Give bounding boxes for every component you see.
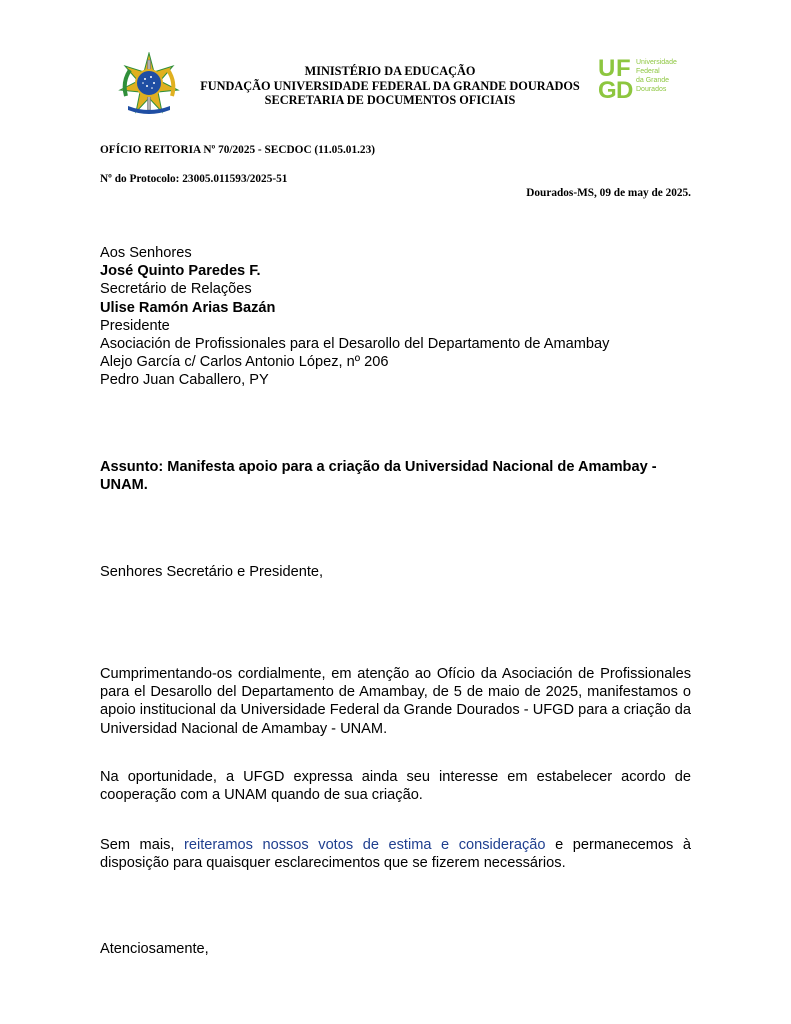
recipient-address: Alejo García c/ Carlos Antonio López, nº 206 xyxy=(100,354,389,371)
ufgd-logo-letters-f: F xyxy=(616,55,631,82)
ufgd-logo-letters-g: G xyxy=(598,77,617,100)
ufgd-logo-letters-d: D xyxy=(616,77,634,100)
brazil-coat-of-arms-icon xyxy=(116,52,182,118)
recipient-city: Pedro Juan Caballero, PY xyxy=(100,372,269,389)
institution-header xyxy=(190,64,590,108)
recipient-role-2: Presidente xyxy=(100,317,170,334)
ufgd-logo xyxy=(598,54,698,100)
ufgd-logo-sub-1: Universidade xyxy=(636,59,677,66)
paragraph-3-start: Sem mais, xyxy=(100,837,184,853)
subject-line: Assunto: Manifesta apoio para a criação da Universidad Nacional de Amambay - UNAM. xyxy=(100,459,657,494)
ufgd-logo-sub-2: Federal xyxy=(636,68,660,75)
recipient-role-1: Secretário de Relações xyxy=(100,281,252,298)
document-date: Dourados-MS, 09 de may de 2025. xyxy=(526,187,691,199)
paragraph-3-highlight: reiteramos nossos votos de estima e consideração xyxy=(183,837,546,853)
paragraph-3-end: e permanecemos à disposição para quaisquer esclarecimentos que se fizerem necessários. xyxy=(100,837,691,872)
ufgd-logo-sub-4: Dourados xyxy=(636,86,667,93)
ufgd-logo-letters-u: U xyxy=(598,55,616,82)
recipient-name-2: Ulise Ramón Arias Bazán xyxy=(100,299,276,316)
secretariat-line: SECRETARIA DE DOCUMENTOS OFICIAIS xyxy=(264,93,516,107)
paragraph-3 xyxy=(100,836,691,872)
closing: Atenciosamente, xyxy=(100,941,209,957)
recipient-name-1: José Quinto Paredes F. xyxy=(100,263,261,280)
ufgd-logo-sub-3: da Grande xyxy=(636,77,670,84)
recipient-block xyxy=(100,244,609,390)
ministry-line: MINISTÉRIO DA EDUCAÇÃO xyxy=(304,64,476,78)
recipient-greeting: Aos Senhores xyxy=(100,245,192,261)
salutation: Senhores Secretário e Presidente, xyxy=(100,564,324,580)
paragraph-1: Cumprimentando-os cordialmente, em atenção ao Ofício da Asociación de Profissionales para el Desarollo del Departamento de Amambay, de 5 de maio de 2025, manifestamos o apoio institucional da Universidade Federal da Grande Dourados - UFGD para a criação da Universidad Nacional de Amambay - UNAM. xyxy=(100,666,691,737)
protocol-number: Nº do Protocolo: 23005.011593/2025-51 xyxy=(100,173,288,185)
foundation-line: FUNDAÇÃO UNIVERSIDADE FEDERAL DA GRANDE DOURADOS xyxy=(200,78,580,93)
oficio-number: OFÍCIO REITORIA Nº 70/2025 - SECDOC (11.05.01.23) xyxy=(100,144,375,156)
paragraph-2: Na oportunidade, a UFGD expressa ainda seu interesse em estabelecer acordo de cooperação com a UNAM quando de sua criação. xyxy=(100,769,691,804)
recipient-organization: Asociación de Profissionales para el Desarollo del Departamento de Amambay xyxy=(100,336,610,353)
